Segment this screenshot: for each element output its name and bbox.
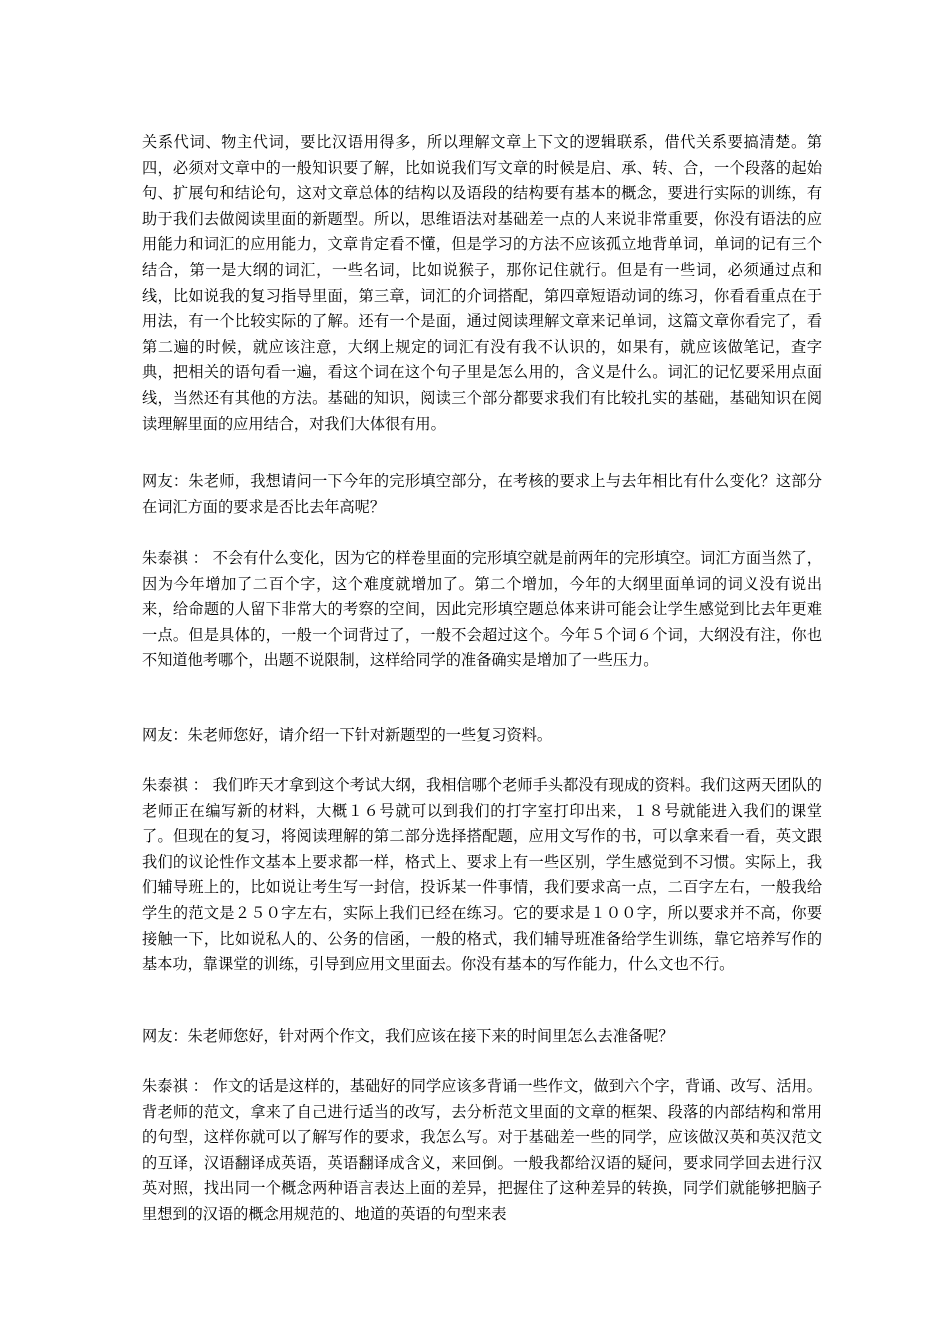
paragraph-answer-materials: 朱泰祺 ： 我们昨天才拿到这个考试大纲，我相信哪个老师手头都没有现成的资料。我们这两天团队的老师正在编写新的材料，大概１６号就可以到我们的打字室打印出来，１８号就能进入我们的课堂了。但现在的复习，将阅读理解的第二部分选择搭配题，应用文写作的书，可以拿来看一看，英文跟我们的议论性作文基本上要求都一样，格式上、要求上有一些区别，学生感觉到不习惯。实际上，我们辅导班上的，比如说让考生写一封信，投诉某一件事情，我们要求高一点，二百字左右，一般我给学生的范文是２５０字左右，实际上我们已经在练习。它的要求是１００字，所以要求并不高，你要接触一下，比如说私人的、公务的信函，一般的格式，我们辅导班准备给学生训练，靠它培养写作的基本功，靠课堂的训练，引导到应用文里面去。你没有基本的写作能力，什么文也不行。: [142, 776, 822, 974]
paragraph-answer-essays: 朱泰祺 ： 作文的话是这样的，基础好的同学应该多背诵一些作文，做到六个字，背诵、改写、活用。背老师的范文，拿来了自己进行适当的改写，去分析范文里面的文章的框架、段落的内部结构和常用的句型，这样你就可以了解写作的要求，我怎么写。对于基础差一些的同学，应该做汉英和英汉范文的互译，汉语翻译成英语，英语翻译成含义，来回倒。一般我都给汉语的疑问，要求同学回去进行汉英对照，找出同一个概念两种语言表达上面的差异，把握住了这种差异的转换，同学们就能够把脑子里想到的汉语的概念用规范的、地道的英语的句型来表: [142, 1077, 822, 1223]
paragraph-question-materials: 网友：朱老师您好，请介绍一下针对新题型的一些复习资料。: [142, 726, 553, 744]
paragraph-grammar-vocabulary: 关系代词、物主代词，要比汉语用得多，所以理解文章上下文的逻辑联系，借代关系要搞清楚。第四，必须对文章中的一般知识要了解，比如说我们写文章的时候是启、承、转、合，一个段落的起始句、扩展句和结论句，这对文章总体的结构以及语段的结构要有基本的概念，要进行实际的训练，有助于我们去做阅读里面的新题型。所以，思维语法对基础差一点的人来说非常重要，你没有语法的应用能力和词汇的应用能力，文章肯定看不懂，但是学习的方法不应该孤立地背单词，单词的记有三个结合，第一是大纲的词汇，一些名词，比如说猴子，那你记住就行。但是有一些词，必须通过点和线，比如说我的复习指导里面，第三章，词汇的介词搭配，第四章短语动词的练习，你看看重点在于用法，有一个比较实际的了解。还有一个是面，通过阅读理解文章来记单词，这篇文章你看完了，看第二遍的时候，就应该注意，大纲上规定的词汇有没有我不认识的，如果有，就应该做笔记，查字典，把相关的语句看一遍，看这个词在这个句子里是怎么用的，含义是什么。词汇的记忆要采用点面线，当然还有其他的方法。基础的知识，阅读三个部分都要求我们有比较扎实的基础，基础知识在阅读理解里面的应用结合，对我们大体很有用。: [142, 133, 822, 433]
paragraph-question-cloze: 网友：朱老师，我想请问一下今年的完形填空部分，在考核的要求上与去年相比有什么变化？这部分在词汇方面的要求是否比去年高呢？: [142, 472, 822, 516]
paragraph-answer-cloze: 朱泰祺 ： 不会有什么变化，因为它的样卷里面的完形填空就是前两年的完形填空。词汇方面当然了，因为今年增加了二百个字，这个难度就增加了。第二个增加，今年的大纲里面单词的词义没有说出来，给命题的人留下非常大的考察的空间，因此完形填空题总体来讲可能会让学生感觉到比去年更难一点。但是具体的，一般一个词背过了，一般不会超过这个。今年５个词６个词，大纲没有注，你也不知道他考哪个，出题不说限制，这样给同学的准备确实是增加了一些压力。: [142, 549, 822, 670]
paragraph-question-essays: 网友：朱老师您好，针对两个作文，我们应该在接下来的时间里怎么去准备呢？: [142, 1027, 674, 1045]
